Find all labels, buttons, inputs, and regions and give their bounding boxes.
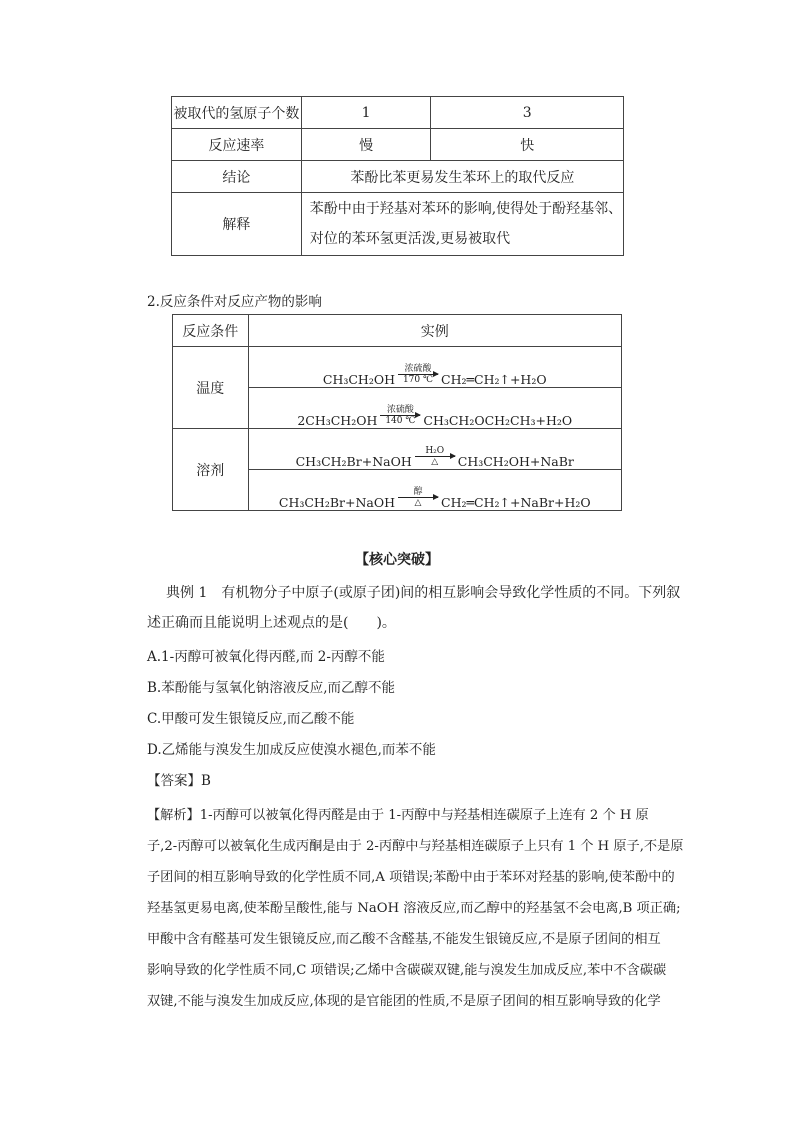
table-cell: 反应速率 <box>172 129 302 161</box>
product: CH₃CH₂OCH₂CH₃+H₂O <box>423 413 573 428</box>
reaction-equation <box>249 470 622 510</box>
analysis-line: 子,2-丙醇可以被氧化生成丙酮是由于 2-丙醇中与羟基相连碳原子上只有 1 个 H 原子,不是原 <box>147 839 684 854</box>
analysis-line: 影响导致的化学性质不同,C 项错误;乙烯中含碳碳双键,能与溴发生加成反应,苯中不含碳碳 <box>147 963 667 978</box>
table-cell: 结论 <box>172 161 302 193</box>
table-row <box>173 347 622 388</box>
table-row <box>172 129 624 161</box>
reaction-cell <box>248 347 622 388</box>
product: CH₂═CH₂↑+H₂O <box>441 372 547 387</box>
condition-top: 浓硫酸 <box>386 405 414 415</box>
explain-line: 对位的苯环氢更活泼,更易被取代 <box>309 231 511 247</box>
reactant: CH₃CH₂OH <box>322 372 395 387</box>
option-a: A.1-丙醇可被氧化得丙醛,而 2-丙醇不能 <box>147 649 385 665</box>
reaction-arrow <box>398 364 438 385</box>
condition-top: 浓硫酸 <box>404 364 432 374</box>
table-cell: 被取代的氢原子个数 <box>172 97 302 129</box>
analysis-line: 羟基氢更易电离,使苯酚呈酸性,能与 NaOH 溶液反应,而乙醇中的羟基氢不会电离,B 项正确; <box>147 901 681 916</box>
table-cell: 苯酚比苯更易发生苯环上的取代反应 <box>301 161 623 193</box>
comparison-table <box>171 96 624 256</box>
option-c: C.甲酸可发生银镜反应,而乙酸不能 <box>147 711 355 727</box>
reaction-arrow <box>398 487 438 508</box>
reactant: 2CH₃CH₂OH <box>297 413 378 428</box>
reaction-cell <box>248 429 622 470</box>
analysis-line: 【解析】1-丙醇可以被氧化得丙醛是由于 1-丙醇中与羟基相连碳原子上连有 2 个 H 原 <box>147 808 649 823</box>
analysis <box>147 800 684 1017</box>
condition-bottom: △ <box>431 457 439 467</box>
table-header: 实例 <box>248 315 622 347</box>
analysis-line: 甲酸中含有醛基可发生银镜反应,而乙酸不含醛基,不能发生银镜反应,不是原子团间的相互 <box>147 932 661 947</box>
example-line: 典例 1 有机物分子中原子(或原子团)间的相互影响会导致化学性质的不同。下列叙 <box>166 585 681 601</box>
table-cell: 温度 <box>173 347 249 429</box>
table-cell: 慢 <box>301 129 431 161</box>
example-line: 述正确而且能说明上述观点的是( )。 <box>147 615 396 631</box>
analysis-line: 双键,不能与溴发生加成反应,体现的是官能团的性质,不是原子团间的相互影响导致的化学 <box>147 994 661 1009</box>
answer: 【答案】B <box>147 773 211 789</box>
product: CH₂═CH₂↑+NaBr+H₂O <box>441 495 591 510</box>
reaction-equation <box>249 388 622 428</box>
table-cell: 快 <box>431 129 624 161</box>
table-cell <box>301 193 623 256</box>
table-cell: 3 <box>431 97 624 129</box>
reactant: CH₃CH₂Br+NaOH <box>278 495 396 510</box>
condition-top: H₂O <box>425 446 445 456</box>
table-header: 反应条件 <box>173 315 249 347</box>
condition-bottom: △ <box>414 498 422 508</box>
table-row <box>172 97 624 129</box>
reaction-cell <box>248 388 622 429</box>
option-b: B.苯酚能与氢氧化钠溶液反应,而乙醇不能 <box>147 680 396 696</box>
table-row <box>173 429 622 470</box>
table-cell: 1 <box>301 97 431 129</box>
analysis-line: 子团间的相互影响导致的化学性质不同,A 项错误;苯酚中由于苯环对羟基的影响,使苯酚中的 <box>147 870 675 885</box>
table-row <box>173 315 622 347</box>
reaction-arrow <box>415 446 455 467</box>
reaction-equation <box>249 347 622 387</box>
reaction-arrow <box>380 405 420 426</box>
option-d: D.乙烯能与溴发生加成反应使溴水褪色,而苯不能 <box>147 742 436 758</box>
explain-line: 苯酚中由于羟基对苯环的影响,使得处于酚羟基邻、 <box>309 201 623 217</box>
table-cell: 溶剂 <box>173 429 249 511</box>
table-row <box>172 161 624 193</box>
condition-bottom: 170 ℃ <box>402 375 434 385</box>
condition-bottom: 140 ℃ <box>385 416 416 426</box>
condition-top: 醇 <box>413 487 423 497</box>
reaction-equation <box>249 429 622 469</box>
conditions-table <box>172 314 622 511</box>
product: CH₃CH₂OH+NaBr <box>457 454 574 469</box>
reactant: CH₃CH₂Br+NaOH <box>295 454 412 469</box>
section-heading: 【核心突破】 <box>355 552 439 568</box>
section-title: 2.反应条件对反应产物的影响 <box>147 294 322 310</box>
table-row <box>172 193 624 256</box>
table-cell: 解释 <box>172 193 302 256</box>
reaction-cell <box>248 470 622 511</box>
